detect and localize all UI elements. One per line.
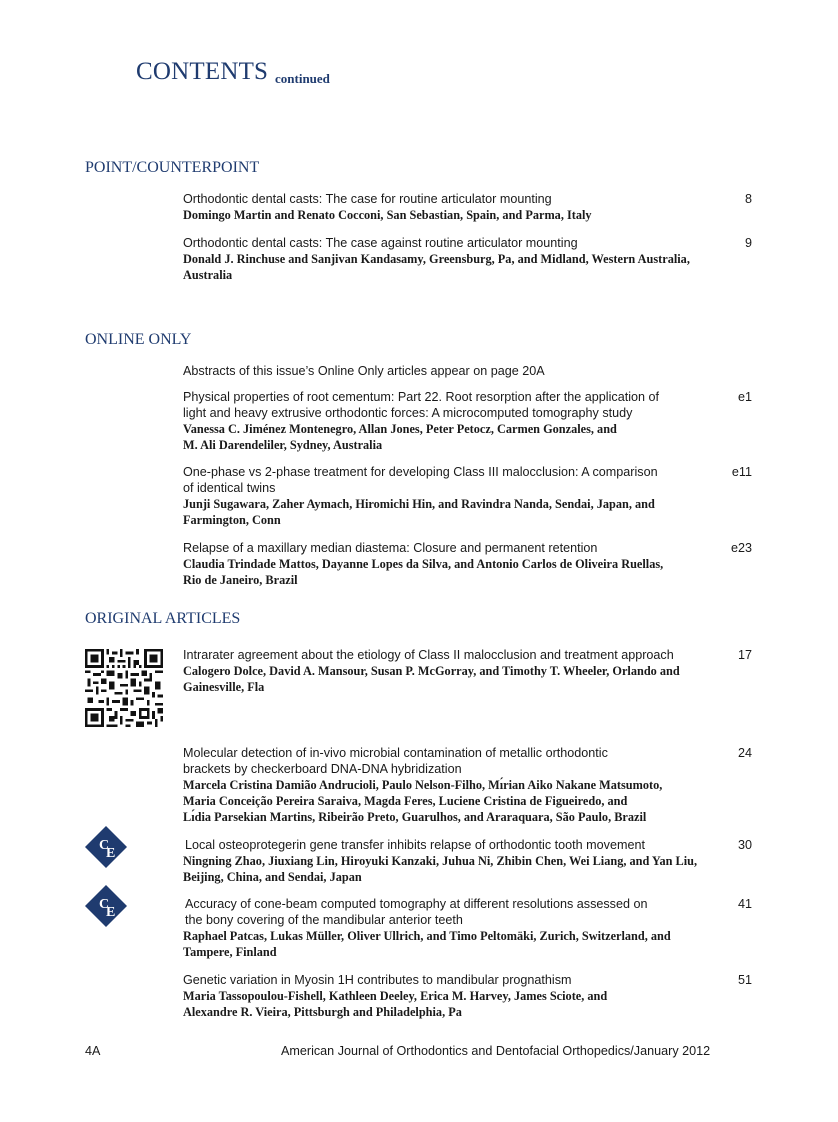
article-authors: Raphael Patcas, Lukas Müller, Oliver Ullrich, and Timo Peltomäki, Zurich, Switzerland, and: [183, 929, 671, 943]
ce-credit-icon[interactable]: [84, 825, 128, 869]
article-title[interactable]: Intrarater agreement about the etiology of Class II malocclusion and treatment approach: [183, 648, 674, 662]
ce-letter-c: C: [99, 838, 110, 853]
toc-entry[interactable]: [183, 972, 728, 1020]
page-number: 30: [737, 838, 752, 852]
article-authors: Australia: [183, 268, 233, 282]
article-authors: Marcela Cristina Damião Andrucioli, Paulo Nelson-Filho, Mı́rian Aiko Nakane Matsumoto,: [183, 778, 663, 792]
toc-entry[interactable]: [185, 837, 730, 885]
article-authors: Tampere, Finland: [183, 945, 277, 959]
article-authors: Junji Sugawara, Zaher Aymach, Hiromichi Hin, and Ravindra Nanda, Sendai, Japan, and: [183, 497, 655, 511]
toc-entry[interactable]: [183, 191, 728, 223]
online-only-note: Abstracts of this issue’s Online Only articles appear on page 20A: [183, 364, 545, 378]
footer-journal: American Journal of Orthodontics and Dentofacial Orthopedics/January 2012: [281, 1044, 711, 1058]
article-title[interactable]: brackets by checkerboard DNA-DNA hybridization: [183, 762, 462, 776]
article-authors: Maria Tassopoulou-Fishell, Kathleen Deeley, Erica M. Harvey, James Sciote, and: [183, 989, 608, 1003]
article-authors: Vanessa C. Jiménez Montenegro, Allan Jones, Peter Petocz, Carmen Gonzales, and: [183, 422, 617, 436]
page-number: 17: [737, 648, 752, 662]
section-original-articles: ORIGINAL ARTICLES: [85, 610, 241, 627]
article-title[interactable]: Orthodontic dental casts: The case for routine articulator mounting: [183, 192, 552, 206]
article-authors: Rio de Janeiro, Brazil: [183, 573, 298, 587]
article-title[interactable]: of identical twins: [183, 481, 276, 495]
page-number: 51: [737, 973, 752, 987]
article-authors: M. Ali Darendeliler, Sydney, Australia: [183, 438, 383, 452]
section-point-counterpoint: POINT/COUNTERPOINT: [85, 159, 260, 176]
ce-letter-e: E: [106, 846, 116, 861]
page-subtitle: continued: [275, 71, 330, 86]
section-online-only: ONLINE ONLY: [85, 331, 192, 348]
page-number: 41: [737, 897, 752, 911]
article-authors: Donald J. Rinchuse and Sanjivan Kandasamy, Greensburg, Pa, and Midland, Western Australia,: [183, 252, 690, 266]
page-number: 24: [737, 746, 752, 760]
footer-page-number: 4A: [85, 1044, 101, 1058]
article-authors: Lı́dia Parsekian Martins, Ribeirão Preto, Guarulhos, and Araraquara, São Paulo, Brazil: [183, 810, 647, 824]
article-authors: Farmington, Conn: [183, 513, 281, 527]
page-title: CONTENTS: [136, 58, 269, 85]
ce-credit-icon[interactable]: [84, 884, 128, 928]
article-title[interactable]: One-phase vs 2-phase treatment for developing Class III malocclusion: A comparison: [183, 465, 658, 479]
ce-letter-c: C: [99, 897, 110, 912]
article-authors: Beijing, China, and Sendai, Japan: [183, 870, 362, 884]
article-authors: Calogero Dolce, David A. Mansour, Susan P. McGorray, and Timothy T. Wheeler, Orlando and: [183, 664, 680, 678]
article-title[interactable]: Molecular detection of in-vivo microbial contamination of metallic orthodontic: [183, 746, 608, 760]
page-number: e1: [737, 390, 752, 404]
toc-entry[interactable]: [183, 464, 728, 528]
article-authors: Alexandre R. Vieira, Pittsburgh and Philadelphia, Pa: [183, 1005, 462, 1019]
article-title[interactable]: Local osteoprotegerin gene transfer inhibits relapse of orthodontic tooth movement: [185, 838, 645, 852]
qr-code-icon[interactable]: [85, 649, 163, 727]
article-authors: Maria Conceição Pereira Saraiva, Magda Feres, Luciene Cristina de Figueiredo, and: [183, 794, 628, 808]
article-authors: Gainesville, Fla: [183, 680, 265, 694]
page-number: e11: [731, 465, 752, 479]
toc-entry[interactable]: [185, 896, 730, 960]
article-title[interactable]: Orthodontic dental casts: The case against routine articulator mounting: [183, 236, 578, 250]
toc-entry[interactable]: [183, 235, 728, 283]
toc-entry[interactable]: [183, 389, 728, 453]
article-title[interactable]: light and heavy extrusive orthodontic forces: A microcomputed tomography study: [183, 406, 633, 420]
toc-entry[interactable]: [183, 540, 728, 588]
page-number: e23: [730, 541, 752, 555]
article-title[interactable]: Genetic variation in Myosin 1H contributes to mandibular prognathism: [183, 973, 572, 987]
article-authors: Ningning Zhao, Jiuxiang Lin, Hiroyuki Kanzaki, Juhua Ni, Zhibin Chen, Wei Liang, and Yan Liu,: [183, 854, 698, 868]
article-title[interactable]: Relapse of a maxillary median diastema: Closure and permanent retention: [183, 541, 598, 555]
article-title[interactable]: the bony covering of the mandibular anterior teeth: [185, 913, 463, 927]
toc-entry[interactable]: [183, 647, 743, 695]
ce-letter-e: E: [106, 905, 116, 920]
article-authors: Domingo Martin and Renato Cocconi, San Sebastian, Spain, and Parma, Italy: [183, 208, 592, 222]
article-title[interactable]: Accuracy of cone-beam computed tomography at different resolutions assessed on: [185, 897, 648, 911]
article-authors: Claudia Trindade Mattos, Dayanne Lopes da Silva, and Antonio Carlos de Oliveira Ruellas,: [183, 557, 664, 571]
article-title[interactable]: Physical properties of root cementum: Part 22. Root resorption after the application of: [183, 390, 660, 404]
page-number: 8: [744, 192, 752, 206]
page-number: 9: [744, 236, 752, 250]
toc-entry[interactable]: [183, 745, 728, 825]
